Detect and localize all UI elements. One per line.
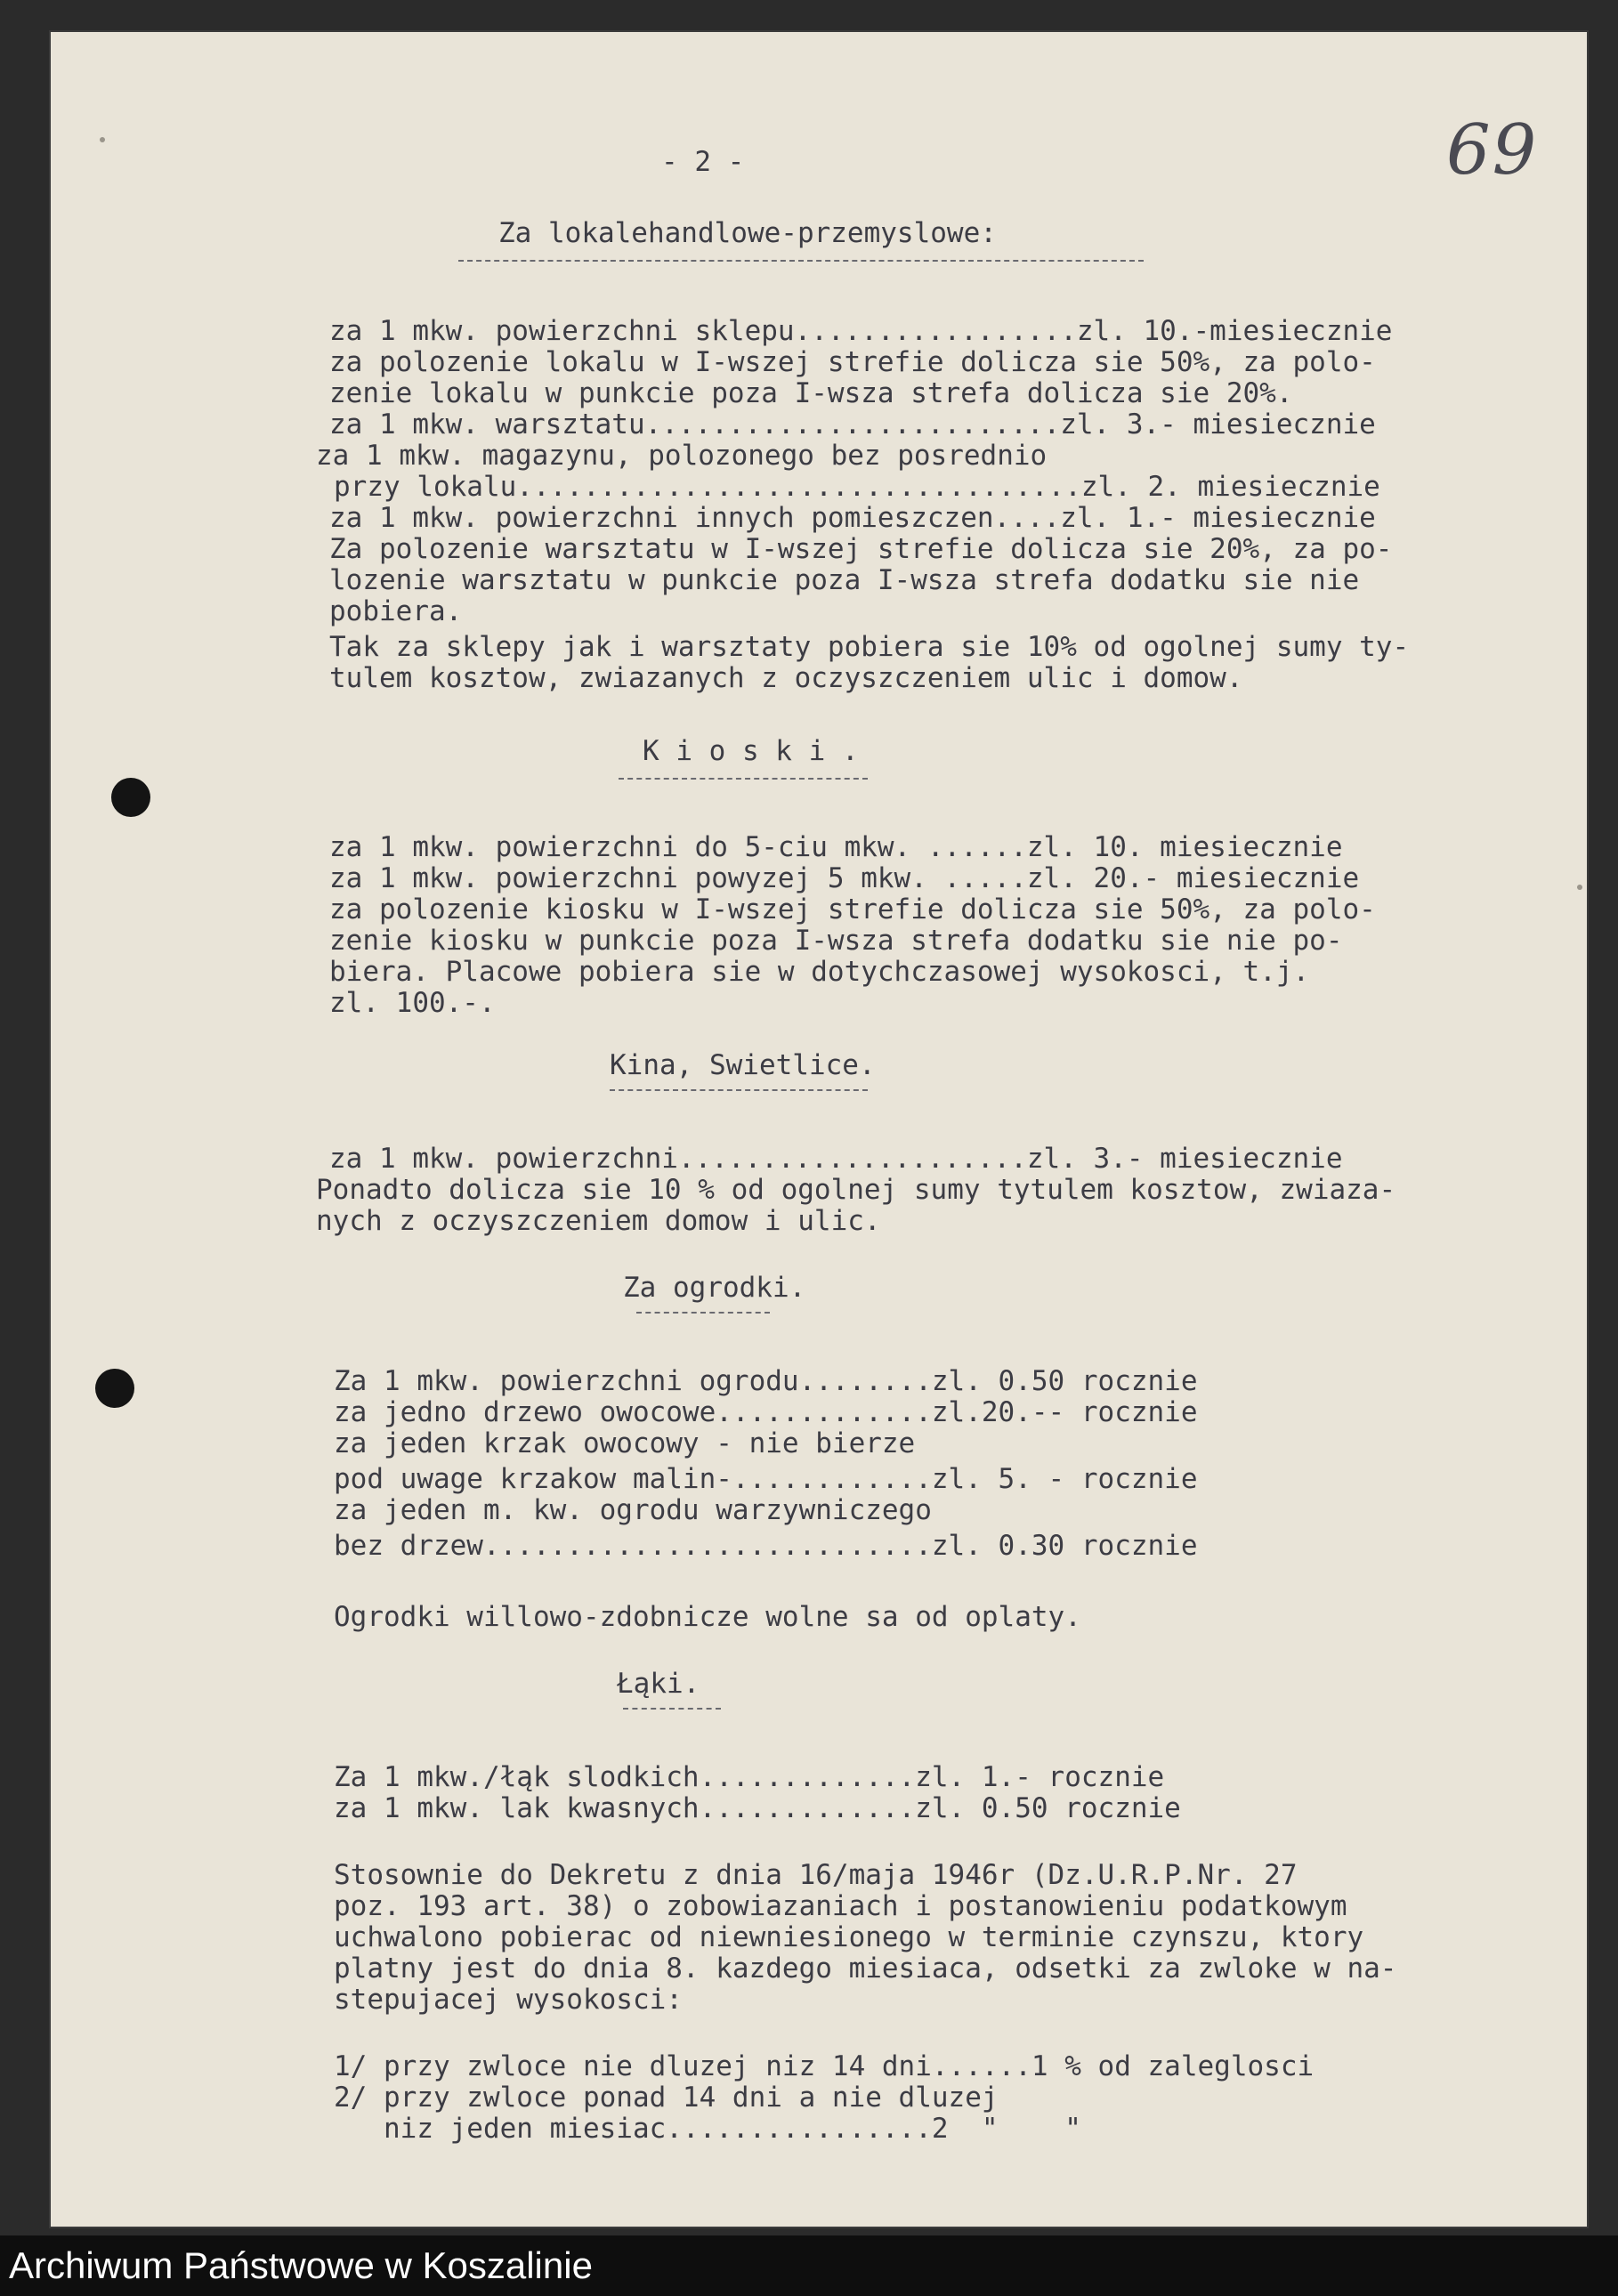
text-line: zl. 100.-.	[329, 987, 496, 1019]
text-line: Za polozenie warsztatu w I-wszej strefie dolicza sie 20%, za po-	[329, 533, 1393, 565]
text-line: za 1 mkw. powierzchni innych pomieszczen....zl. 1.- miesiecznie	[329, 502, 1376, 534]
kioski-underline	[619, 778, 868, 780]
text-line: Za 1 mkw./łąk slodkich.............zl. 1.- rocznie	[334, 1761, 1165, 1793]
text-line: za jedno drzewo owocowe.............zl.20.-- rocznie	[334, 1396, 1198, 1428]
text-line: za 1 mkw. magazynu, polozonego bez posrednio	[316, 440, 1048, 472]
text-line: uchwalono pobierac od niewniesionego w terminie czynszu, ktory	[334, 1921, 1364, 1953]
archive-name: Archiwum Państwowe w Koszalinie	[9, 2244, 593, 2286]
page-number: - 2 -	[661, 146, 745, 178]
text-line: nych z oczyszczeniem domow i ulic.	[316, 1205, 881, 1237]
ogrodki-note: Ogrodki willowo-zdobnicze wolne sa od oplaty.	[334, 1601, 1081, 1633]
text-line: zenie kiosku w punkcie poza I-wsza strefa dodatku sie nie po-	[329, 925, 1343, 957]
text-line: lozenie warsztatu w punkcie poza I-wsza strefa dodatku sie nie	[329, 564, 1360, 596]
text-line: bez drzew...........................zl. 0.30 rocznie	[334, 1530, 1198, 1562]
text-line: za jeden krzak owocowy - nie bierze	[334, 1427, 916, 1459]
text-line: platny jest do dnia 8. kazdego miesiaca, odsetki za zwloke w na-	[334, 1952, 1397, 1985]
text-line: za 1 mkw. powierzchni.....................zl. 3.- miesiecznie	[329, 1143, 1343, 1175]
kioski-heading: K i o s k i .	[643, 735, 859, 767]
text-line: tulem kosztow, zwiazanych z oczyszczeniem ulic i domow.	[329, 662, 1243, 694]
text-line: niz jeden miesiac................2 " "	[334, 2113, 1081, 2145]
text-line: za polozenie lokalu w I-wszej strefie dolicza sie 50%, za polo-	[329, 346, 1376, 378]
text-line: biera. Placowe pobiera sie w dotychczasowej wysokosci, t.j.	[329, 956, 1310, 988]
document-sheet	[49, 30, 1589, 2228]
text-line: 1/ przy zwloce nie dluzej niz 14 dni......1 % od zaleglosci	[334, 2050, 1315, 2082]
kina-underline	[610, 1089, 868, 1091]
section-heading: Za lokalehandlowe-przemyslowe:	[498, 217, 997, 249]
text-line: za jeden m. kw. ogrodu warzywniczego	[334, 1494, 932, 1526]
text-line: przy lokalu..................................zl. 2. miesiecznie	[334, 471, 1380, 503]
text-line: za 1 mkw. powierzchni sklepu.................zl. 10.-miesiecznie	[329, 315, 1393, 347]
text-line: Stosownie do Dekretu z dnia 16/maja 1946r (Dz.U.R.P.Nr. 27	[334, 1859, 1298, 1891]
text-line: za 1 mkw. warsztatu.........................zl. 3.- miesiecznie	[329, 408, 1376, 441]
text-line: zenie lokalu w punkcie poza I-wsza strefa dolicza sie 20%.	[329, 377, 1293, 409]
text-line: pobiera.	[329, 595, 463, 627]
text-line: za 1 mkw. lak kwasnych.............zl. 0.50 rocznie	[334, 1792, 1181, 1824]
text-line: 2/ przy zwloce ponad 14 dni a nie dluzej	[334, 2082, 999, 2114]
heading-underline	[458, 260, 1144, 262]
text-line: za 1 mkw. powierzchni do 5-ciu mkw. ......zl. 10. miesiecznie	[329, 831, 1343, 863]
kina-heading: Kina, Swietlice.	[610, 1049, 876, 1081]
ogrodki-underline	[636, 1312, 770, 1314]
pencil-folio-number: 69	[1446, 110, 1539, 190]
text-line: poz. 193 art. 38) o zobowiazaniach i postanowieniu podatkowym	[334, 1890, 1347, 1922]
laki-underline	[623, 1708, 721, 1710]
text-line: pod uwage krzakow malin-............zl. 5. - rocznie	[334, 1463, 1198, 1495]
text-line: za 1 mkw. powierzchni powyzej 5 mkw. .....zl. 20.- miesiecznie	[329, 862, 1360, 894]
text-line: stepujacej wysokosci:	[334, 1984, 683, 2016]
text-line: Ponadto dolicza sie 10 % od ogolnej sumy tytulem kosztow, zwiaza-	[316, 1174, 1396, 1206]
text-line: za polozenie kiosku w I-wszej strefie dolicza sie 50%, za polo-	[329, 893, 1376, 926]
ogrodki-heading: Za ogrodki.	[623, 1272, 806, 1304]
archive-footer-bar	[0, 2235, 1618, 2296]
laki-heading: Łąki.	[617, 1668, 700, 1700]
typed-text	[49, 30, 1589, 2228]
text-line: Za 1 mkw. powierzchni ogrodu........zl. 0.50 rocznie	[334, 1365, 1198, 1397]
text-line: Tak za sklepy jak i warsztaty pobiera sie 10% od ogolnej sumy ty-	[329, 631, 1410, 663]
